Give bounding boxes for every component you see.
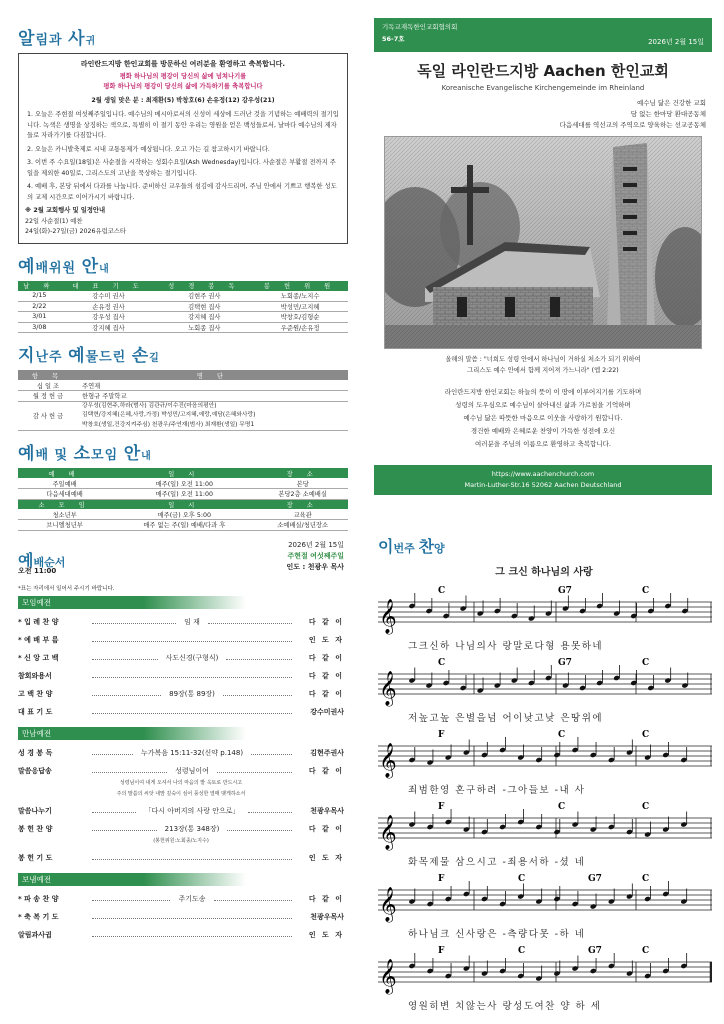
staff: [378, 726, 712, 786]
chord-symbol: G7: [558, 658, 572, 668]
notice-item: 3. 이번 주 수요일(18일)은 사순절을 시작하는 성회수요일(Ash Wednesday)입니다. 사순절은 부활절 전까지 주일을 제외한 40일로, 그리스도의 고난을 묵상하는 절기입니다.: [27, 159, 336, 177]
chord-symbol: C: [558, 802, 566, 812]
church-address: Martin-Luther-Str.16 52062 Aachen Deutschland: [464, 481, 622, 489]
order-item-person: 김현주권사: [310, 749, 344, 757]
staff: [378, 582, 712, 642]
table-header: 항 목: [18, 370, 78, 380]
order-row: [18, 744, 344, 762]
table-header: 명 단: [78, 370, 348, 380]
table-row: [18, 478, 348, 489]
part-meeting: 만남예전: [18, 727, 246, 740]
music-system: [378, 798, 710, 870]
order-row: [18, 649, 344, 667]
order-item-name: 알림과사귐: [18, 931, 52, 939]
chord-symbol: C: [438, 658, 446, 668]
table-header: 소 모 임: [18, 499, 111, 509]
table-cell: 김현주 권사: [156, 291, 252, 302]
table-cell: 월 정 헌 금: [18, 391, 78, 402]
table-cell: 매주(일) 오전 11:00: [111, 489, 257, 500]
staff: [378, 870, 712, 930]
dot-leader: [92, 654, 158, 660]
treble-clef-icon: 𝄞: [379, 671, 397, 706]
liturgical-day: 주현절 여섯째주일: [287, 552, 344, 560]
table-cell: 박창호/김형순: [252, 312, 348, 323]
order-row: [18, 685, 344, 703]
treble-clef-icon: 𝄞: [379, 815, 397, 850]
chord-symbol: C: [642, 946, 650, 956]
table-cell: 강수미 권사: [61, 291, 157, 302]
order-list-sending: [18, 890, 344, 944]
table-header: 예 배: [18, 468, 111, 478]
table-cell: 십 일 조: [18, 380, 78, 391]
dot-leader: [92, 672, 292, 678]
order-item-person: 다 같 이: [308, 895, 344, 903]
order-list-meeting: [18, 744, 344, 867]
dot-leader: [248, 807, 292, 813]
table-row: [18, 489, 348, 500]
table-cell: 3/08: [18, 322, 61, 333]
chord-symbol: F: [438, 946, 445, 956]
church-sketch-image: [385, 137, 702, 349]
table-cell: 강지혜 집사: [156, 312, 252, 323]
lyric-line: 저높고높 은별을넘 어이낮고낮 은땅위에: [408, 713, 604, 724]
order-row: [18, 890, 344, 908]
dot-leader: [92, 825, 157, 831]
table-cell: 강우성 집사: [61, 312, 157, 323]
treble-clef-icon: 𝄞: [379, 743, 397, 778]
order-item-name: 말씀응답송: [18, 767, 52, 775]
order-item-content: 89장(통 89장): [169, 690, 215, 698]
verse-line: 그리스도 예수 안에서 함께 지어져 가느니라" (엡 2:22): [467, 366, 619, 374]
chord-symbol: F: [438, 730, 445, 740]
dot-leader: [214, 895, 292, 901]
lyric-line: 화목제물 삼으시고 -죄용서하 -셨 네: [408, 857, 586, 868]
dot-leader: [227, 825, 292, 831]
cover-panel: [362, 0, 724, 512]
cover-footer: [374, 465, 712, 495]
order-item-name: * 입 례 찬 양: [18, 618, 59, 626]
order-row: [18, 802, 344, 820]
order-subnote: 성령님이여 내게 오셔서 나의 마음의 밭 옥토로 만드시고: [119, 780, 243, 786]
birthday-line: 2월 생일 맞은 분 : 최재환(5) 박창호(6) 손유정(12) 강우성(21): [91, 96, 275, 104]
table-cell: 매주 없는 주(일) 예배/다과 후: [111, 520, 257, 531]
music-system: [378, 870, 710, 942]
church-subtitle: Koreanische Evangelische Kirchengemeinde im Rheinland: [441, 84, 645, 92]
church-name: 독일 라인란드지방 Aachen 한인교회: [417, 62, 669, 80]
order-item-name: * 예 배 부 름: [18, 636, 59, 644]
table-cell: 교육관: [257, 509, 348, 520]
sheet-music: [378, 582, 710, 1014]
schedule-item: 22일 사순절(1) 예찬: [25, 217, 83, 225]
chord-symbol: C: [642, 874, 650, 884]
dot-leader: [223, 690, 292, 696]
table-row: [18, 401, 348, 431]
dot-leader: [208, 618, 292, 624]
chord-symbol: C: [642, 658, 650, 668]
chord-symbol: G7: [588, 946, 602, 956]
vision-line: 경건한 예배와 은혜로운 찬양이 가득한 성전에 오신: [470, 427, 616, 435]
table-row: [18, 391, 348, 402]
order-row: [18, 849, 344, 867]
chord-symbol: C: [558, 730, 566, 740]
hymn-section-title: 이번주 찬양: [378, 537, 445, 556]
hymn-header: [378, 534, 710, 557]
part-gathering: 모임예전: [18, 596, 246, 609]
order-item-name: 봉 헌 기 도: [18, 854, 53, 862]
service-date: 2026년 2월 15일: [288, 541, 344, 549]
order-row: [18, 631, 344, 649]
table-row: [18, 322, 348, 333]
order-header: [18, 534, 344, 578]
motto-line: 담 없는 한마당 환대공동체: [630, 110, 706, 118]
order-item-content: 213장(통 348장): [164, 825, 220, 833]
dot-leader: [226, 654, 292, 660]
issue-number: 56-7호: [382, 35, 405, 43]
association-name: 기독교재독한인교회협의회: [382, 23, 458, 31]
table-cell: 매주(금) 오후 5:00: [111, 509, 257, 520]
order-item-person: 인 도 자: [308, 854, 344, 862]
order-item-name: 말씀나누기: [18, 807, 52, 815]
table-cell: 강우성(김현주,하라(범사) 김관규/이수진(마음의평안) 김택현/강지혜(은혜,사랑,가정) 박성민/고지혜,예랑,예담(은혜와사랑) 박창호(생일,건강지켜주심) 천광우/주연재(범사) 최재환(생일) 무명1: [78, 401, 348, 431]
music-system: [378, 654, 710, 726]
staff: [378, 798, 712, 858]
table-header: 일 시: [111, 468, 257, 478]
table-cell: 청소년부: [18, 509, 111, 520]
dot-leader: [217, 767, 292, 773]
order-item-person: 다 같 이: [308, 618, 344, 626]
table-cell: 노회종/노지수: [252, 291, 348, 302]
order-subnote: (봉헌위원:노회종/노지수): [153, 838, 209, 844]
table-cell: 매주(일) 오전 11:00: [111, 478, 257, 489]
table-header: 대 표 기 도: [61, 281, 157, 291]
order-item-name: 봉 헌 찬 양: [18, 825, 53, 833]
dot-leader: [92, 931, 292, 937]
order-panel: [0, 512, 362, 1024]
treble-clef-icon: 𝄞: [379, 959, 397, 994]
order-row: [18, 926, 344, 944]
chord-symbol: F: [438, 802, 445, 812]
order-item-person: 천광우목사: [310, 913, 344, 921]
table-row: [18, 291, 348, 302]
order-item-person: 천광우목사: [310, 807, 344, 815]
music-system: [378, 582, 710, 654]
notice-item: 1. 오늘은 주현절 여섯째주일입니다. 예수님의 메시아로서의 신성이 세상에 드러난 것을 기념하는 예배력의 절기입니다. 녹색은 생명을 상징하는 색으로, 특별히 이 절기 동안 우리는 영원을 얻은 백성들로서, 날마다 예수님의 제자들로 자라가기를 다짐합니다.: [27, 111, 339, 139]
part-sending: 보냄예전: [18, 873, 246, 886]
notice-item: 2. 오늘은 카니발축제로 시내 교통통제가 예상됩니다. 오고 가는 길 참고하시기 바랍니다.: [27, 145, 270, 153]
hymn-panel: [362, 512, 724, 1024]
dot-leader: [251, 749, 292, 755]
vision-line: 여러분을 주님의 이름으로 환영하고 축복합니다.: [475, 440, 611, 448]
vision-line: 예수님 닮은 따뜻한 마음으로 이웃을 사랑하기 원합니다.: [463, 414, 623, 422]
order-list-gathering: [18, 613, 344, 721]
dot-leader: [92, 749, 133, 755]
order-item-name: * 신 앙 고 백: [18, 654, 59, 662]
chord-symbol: C: [518, 946, 526, 956]
order-item-name: 참회와용서: [18, 672, 52, 680]
notice-title: 알림과 사귀: [18, 29, 97, 49]
table-cell: 주일예배: [18, 478, 111, 489]
treble-clef-icon: 𝄞: [379, 599, 397, 634]
order-item-person: 다 같 이: [308, 690, 345, 698]
order-item-name: 성 경 봉 독: [18, 749, 53, 757]
dot-leader: [92, 618, 176, 624]
music-system: [378, 726, 710, 798]
notice-item: 4. 예배 후, 본당 뒤에서 다과를 나눕니다. 준비하신 교우들의 섬김에 감사드리며, 주님 안에서 기쁘고 행복한 성도의 교제 시간으로 이어가시기 바랍니다.: [27, 183, 337, 201]
table-cell: 브니엘청년부: [18, 520, 111, 531]
order-row: [18, 667, 344, 685]
order-item-content: 누가복음 15:11-32(신약 p.148): [140, 749, 244, 757]
dot-leader: [92, 807, 136, 813]
order-item-name: 대 표 기 도: [18, 708, 53, 716]
lyric-line: 하나님크 신사랑은 -측량다못 -하 네: [408, 929, 586, 940]
order-subnote: 주의 말씀의 씨앗 내맘 깊숙이 심어 풍성한 열매 맺게하소서: [116, 791, 246, 797]
order-item-content: 「다시 아버지의 사랑 안으로」: [144, 807, 240, 815]
standing-note: *표는 자리에서 일어서 주시기 바랍니다.: [18, 586, 115, 592]
service-time: 오전 11:00: [18, 567, 57, 575]
motto-line: 예수님 닮은 건강한 교회: [637, 99, 706, 107]
church-photo: [384, 136, 702, 349]
table-row: [18, 312, 348, 323]
table-header: 장 소: [257, 499, 348, 509]
verse-line: 올해의 말씀 : "너희도 성령 안에서 하나님이 거하실 처소가 되기 위하여: [445, 356, 641, 363]
order-row: [18, 908, 344, 926]
order-item-content: 사도신경(구형식): [165, 654, 219, 662]
staff: [378, 942, 712, 1002]
chord-symbol: F: [438, 874, 445, 884]
dot-leader: [92, 690, 161, 696]
order-item-person: 다 같 이: [308, 825, 345, 833]
order-row: [18, 703, 344, 721]
dot-leader: [92, 913, 292, 919]
schedule-item: 24일(화)-27일(금) 2026유럽코스타: [25, 228, 126, 235]
order-item-name: * 축 복 기 도: [18, 913, 59, 921]
chord-symbol: C: [438, 586, 446, 596]
order-row: [18, 820, 344, 838]
notice-panel: [0, 0, 362, 530]
order-row: [18, 762, 344, 780]
vision-line: 성령의 도우심으로 예수님이 살아내신 삶과 가르침을 기억하며: [455, 401, 631, 409]
chord-symbol: C: [642, 730, 650, 740]
motto-line: 다음세대를 역선교의 주역으로 양육하는 선교공동체: [559, 121, 706, 129]
notice-list: [27, 110, 341, 203]
staff: [378, 654, 712, 714]
schedule-title: ※ 2월 교회행사 및 일정안내: [25, 207, 106, 214]
chord-symbol: G7: [558, 586, 572, 596]
dot-leader: [92, 854, 292, 860]
meetings-title: 예배 및 소모임 안내: [18, 444, 152, 464]
welcome-text: 라인란드지방 한인교회를 방문하신 여러분을 환영하고 축복합니다.: [80, 60, 286, 68]
order-title: 예배순서: [18, 551, 66, 570]
order-item-person: 인 도 자: [308, 636, 344, 644]
table-cell: 본당2층 소예배실: [257, 489, 348, 500]
lyric-line: 죄범한영 혼구하려 -그아들보 -내 사: [408, 785, 586, 796]
helpers-title: 예배위원 안내: [18, 256, 110, 277]
order-item-content: 임 재: [184, 618, 200, 626]
chord-symbol: C: [518, 874, 526, 884]
vision-statement: [374, 386, 712, 451]
dot-leader: [92, 767, 167, 773]
lyric-line: 영원히변 치않는사 랑성도여찬 양 하 세: [408, 1001, 602, 1012]
table-cell: 다음세대예배: [18, 489, 111, 500]
church-motto: [374, 98, 712, 131]
table-cell: 한형규 주말학교: [78, 391, 348, 402]
table-row: [18, 301, 348, 312]
table-cell: 손유정 권사: [61, 301, 157, 312]
lastweek-title: 지난주 예물드린 손길: [18, 346, 160, 366]
hymn-title: 그 크신 하나님의 사랑: [495, 567, 593, 578]
website-url[interactable]: https://www.aachenchurch.com: [491, 470, 595, 478]
order-item-name: * 파 송 찬 양: [18, 895, 59, 903]
order-item-person: 인 도 자: [308, 931, 344, 939]
blessing-line: 평화 하나님의 평강이 당신의 삶에 가득하기를 축복합니다: [103, 83, 263, 90]
music-system: [378, 942, 710, 1014]
order-date-block: [287, 540, 344, 573]
blessing-line: 평화 하나님의 평강이 당신의 삶에 넘쳐나기를: [119, 72, 247, 80]
order-item-name: 고 백 찬 양: [18, 690, 53, 698]
offering-table: [18, 370, 348, 431]
table-header: 날 짜: [18, 281, 61, 291]
order-item-content: 성령님이여: [175, 767, 209, 775]
table-header: 일 시: [111, 499, 257, 509]
chord-symbol: C: [642, 586, 650, 596]
order-item-person: 다 같 이: [308, 654, 345, 662]
order-item-content: 주기도송: [178, 895, 206, 903]
table-cell: 주연재: [78, 380, 348, 391]
cover-date: 2026년 2월 15일: [648, 38, 704, 46]
table-header: 봉 헌 위 원: [252, 281, 348, 291]
table-cell: 강지혜 집사: [61, 322, 157, 333]
chord-symbol: G7: [588, 874, 602, 884]
year-verse: [374, 355, 712, 376]
treble-clef-icon: 𝄞: [379, 887, 397, 922]
order-row: [18, 613, 344, 631]
table-cell: 우준원/손유정: [252, 322, 348, 333]
table-cell: 노회종 집사: [156, 322, 252, 333]
cover-header: [374, 18, 712, 52]
dot-leader: [92, 708, 292, 714]
lyric-line: 그크신하 나님의사 랑말로다형 용못하네: [408, 641, 604, 652]
table-cell: 소예배실/청년장소: [257, 520, 348, 531]
table-header: 성 경 봉 독: [156, 281, 252, 291]
dot-leader: [92, 895, 170, 901]
table-header: 장 소: [257, 468, 348, 478]
table-cell: 감 사 헌 금: [18, 401, 78, 431]
dot-leader: [92, 636, 292, 642]
table-cell: 2/15: [18, 291, 61, 302]
service-leader: 인도 : 천광우 목사: [286, 563, 344, 571]
vision-line: 라인란드지방 한인교회는 하늘의 뜻이 이 땅에 이루어지기를 기도하며: [444, 388, 642, 396]
order-item-person: 다 같 이: [308, 672, 344, 680]
table-cell: 김택현 집사: [156, 301, 252, 312]
table-cell: 박성민/고지혜: [252, 301, 348, 312]
table-row: [18, 380, 348, 391]
order-item-person: 다 같 이: [308, 767, 344, 775]
chord-symbol: C: [642, 802, 650, 812]
table-cell: 3/01: [18, 312, 61, 323]
table-cell: 본당: [257, 478, 348, 489]
order-item-person: 강수미권사: [310, 708, 344, 716]
table-cell: 2/22: [18, 301, 61, 312]
notice-box: [18, 53, 348, 244]
helpers-table: [18, 281, 348, 334]
